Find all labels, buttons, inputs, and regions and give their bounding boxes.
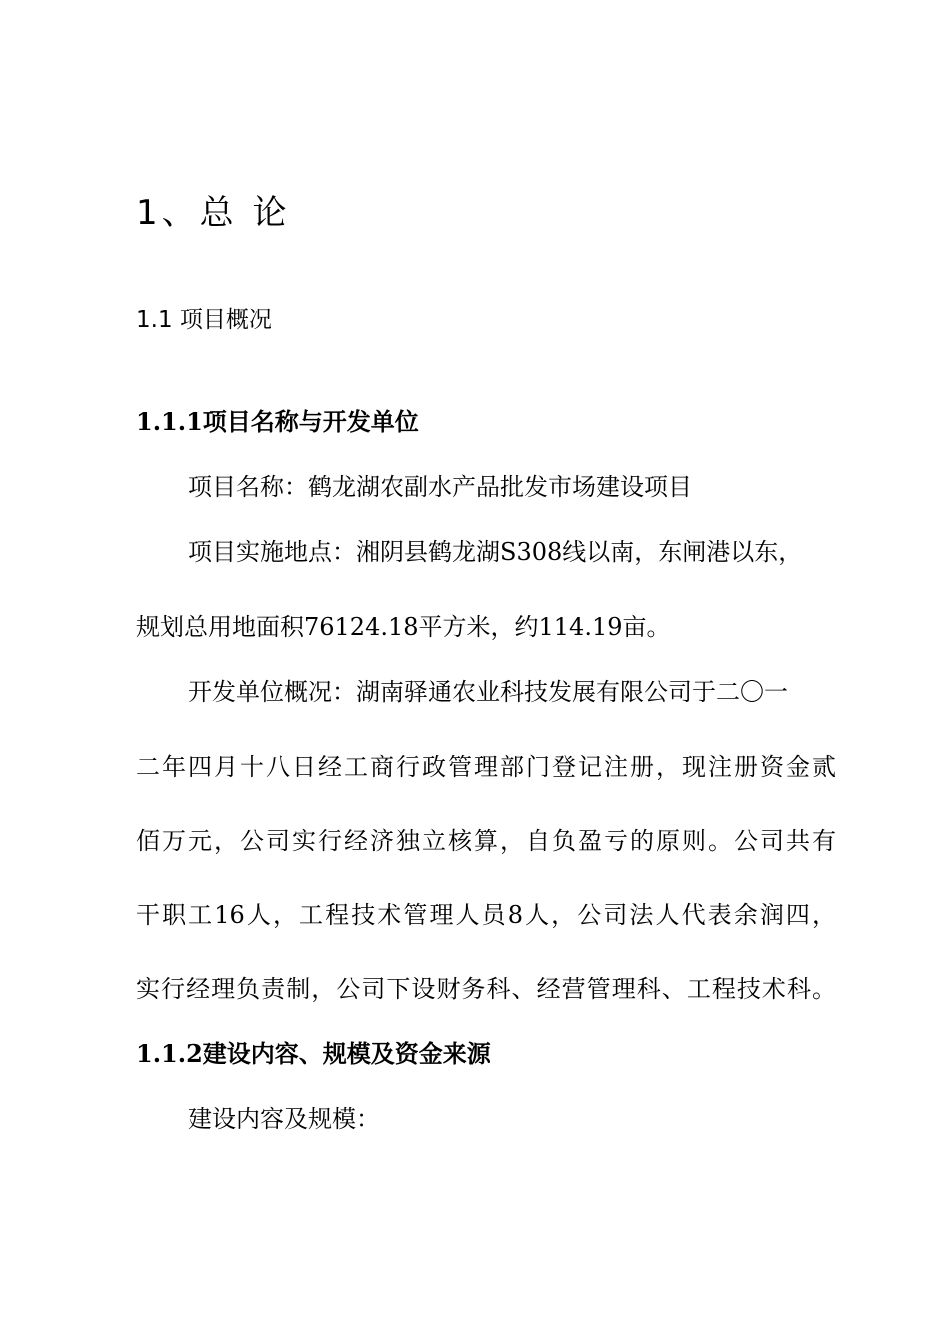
developer-overview-line-1: 开发单位概况：湖南驿通农业科技发展有限公司于二〇一 [188,678,788,706]
subsection-heading-2: 1.1.2建设内容、规模及资金来源 [136,1039,491,1068]
project-location-line: 项目实施地点：湘阴县鹤龙湖S308线以南，东闸港以东， [188,538,803,566]
chapter-heading: 1、总 论 [136,193,291,233]
developer-overview-line-5: 实行经理负责制，公司下设财务科、经营管理科、工程技术科。 [136,975,836,1003]
developer-overview-line-3: 佰万元，公司实行经济独立核算，自负盈亏的原则。公司共有 [136,827,836,855]
section-heading: 1.1 项目概况 [136,307,272,333]
land-area-line: 规划总用地面积76124.18平方米，约114.19亩。 [136,613,671,641]
construction-content-line: 建设内容及规模： [188,1105,380,1133]
project-name-line: 项目名称：鹤龙湖农副水产品批发市场建设项目 [188,473,692,501]
developer-overview-line-2: 二年四月十八日经工商行政管理部门登记注册，现注册资金贰 [136,753,836,781]
subsection-heading-1: 1.1.1项目名称与开发单位 [136,407,419,436]
developer-overview-line-4: 干职工16人，工程技术管理人员8人，公司法人代表余润四， [136,901,836,929]
